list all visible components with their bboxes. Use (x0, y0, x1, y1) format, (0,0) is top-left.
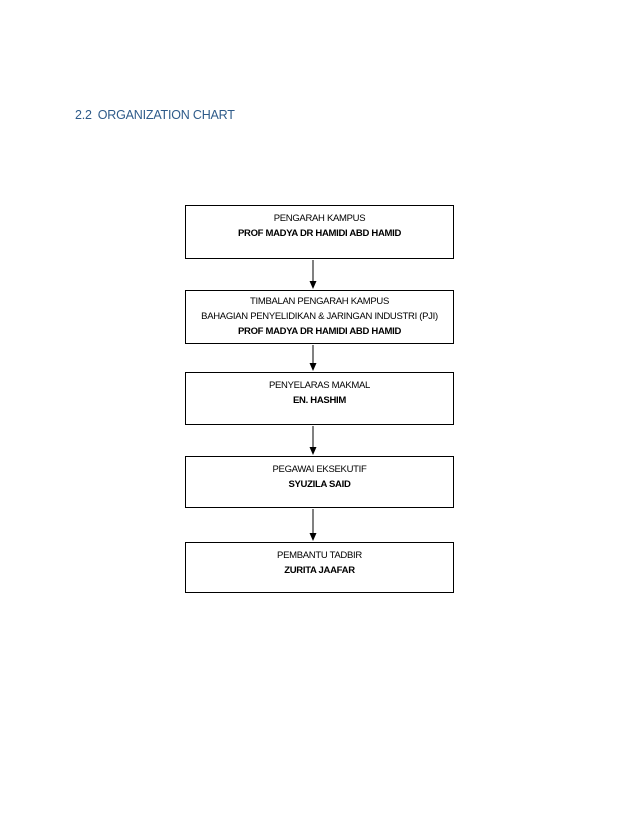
org-node-timbalan-pengarah (185, 290, 454, 344)
node-position-title: PEMBANTU TADBIR (277, 550, 362, 561)
section-number: 2.2 (75, 108, 92, 122)
arrow-connector-2 (310, 345, 317, 371)
arrow-connector-1 (310, 260, 317, 289)
node-person-name: ZURITA JAAFAR (284, 565, 355, 576)
node-position-title: PEGAWAI EKSEKUTIF (272, 464, 367, 475)
section-title: ORGANIZATION CHART (97, 108, 235, 122)
section-heading (75, 108, 235, 122)
node-person-name: EN. HASHIM (293, 395, 346, 406)
org-node-pengarah-kampus (185, 205, 454, 259)
node-department: BAHAGIAN PENYELIDIKAN & JARINGAN INDUSTRI (PJI) (201, 311, 438, 322)
node-position-title: PENGARAH KAMPUS (273, 213, 366, 224)
org-node-pegawai-eksekutif (185, 456, 454, 508)
node-person-name: PROF MADYA DR HAMIDI ABD HAMID (237, 326, 402, 337)
arrow-connector-3 (310, 426, 317, 455)
org-node-pembantu-tadbir (185, 542, 454, 593)
node-person-name: SYUZILA SAID (288, 479, 351, 490)
org-node-penyelaras-makmal (185, 372, 454, 425)
arrow-connector-4 (310, 509, 317, 541)
node-position-title: PENYELARAS MAKMAL (268, 380, 371, 391)
node-person-name: PROF MADYA DR HAMIDI ABD HAMID (237, 228, 402, 239)
node-position-title: TIMBALAN PENGARAH KAMPUS (249, 296, 390, 307)
